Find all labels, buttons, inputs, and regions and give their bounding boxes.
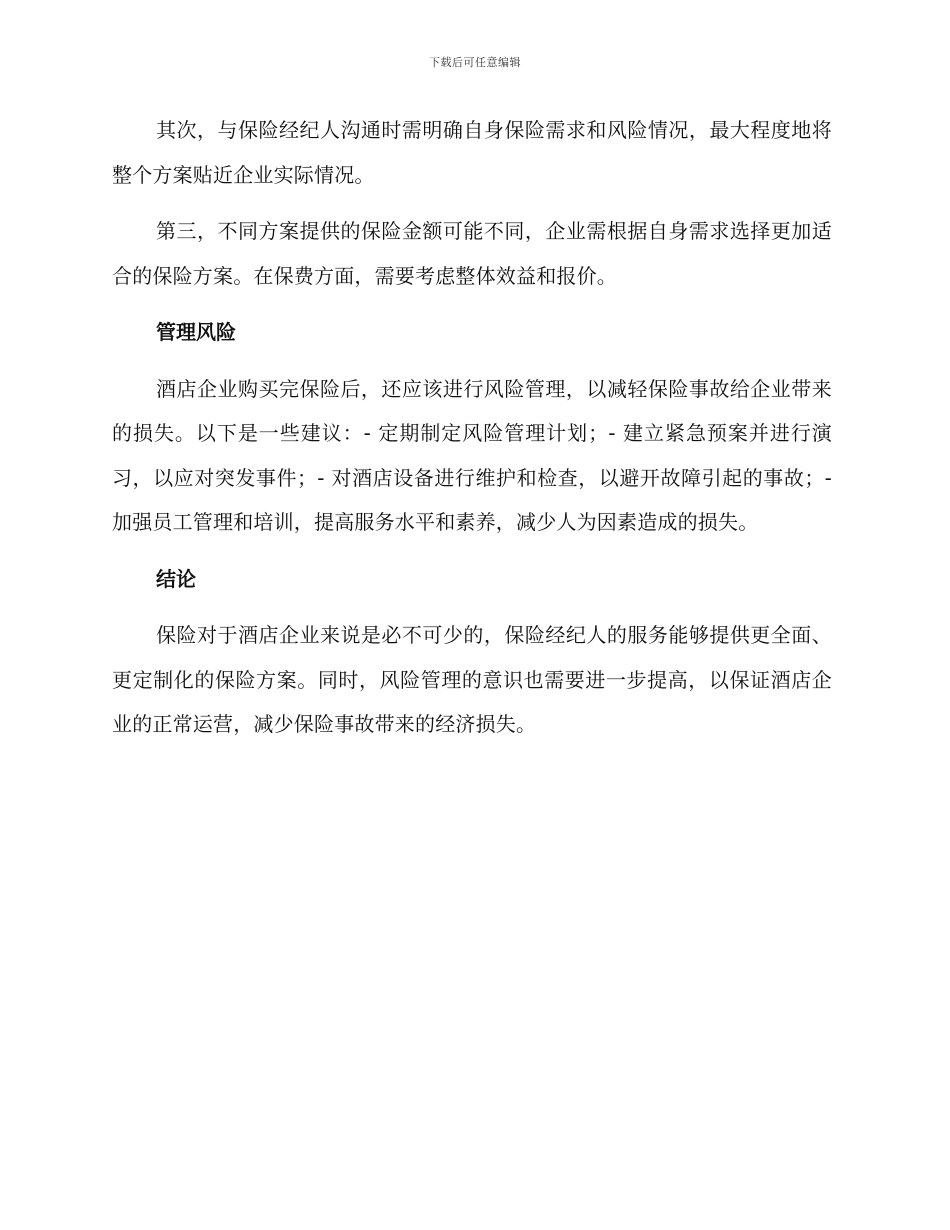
header-note: 下载后可任意编辑 — [429, 56, 521, 69]
paragraph-risk-management: 酒店企业购买完保险后，还应该进行风险管理，以减轻保险事故给企业带来的损失。以下是一些建议：- 定期制定风险管理计划；- 建立紧急预案并进行演习，以应对突发事件；- 对酒店设备进行维护和检查，以避开故障引起的事故；- 加强员工管理和培训，提高服务水平和素养，减少人为因素造成的损失。 — [112, 376, 832, 534]
section-heading-risk-management: 管理风险 — [156, 320, 236, 344]
document-body — [112, 108, 832, 759]
paragraph-conclusion: 保险对于酒店企业来说是必不可少的，保险经纪人的服务能够提供更全面、更定制化的保险方案。同时，风险管理的意识也需要进一步提高，以保证酒店企业的正常运营，减少保险事故带来的经济损失。 — [112, 623, 832, 736]
paragraph-communication: 其次，与保险经纪人沟通时需明确自身保险需求和风险情况，最大程度地将整个方案贴近企业实际情况。 — [112, 118, 832, 187]
section-heading-conclusion: 结论 — [156, 566, 196, 591]
paragraph-coverage: 第三，不同方案提供的保险金额可能不同，企业需根据自身需求选择更加适合的保险方案。在保费方面，需要考虑整体效益和报价。 — [112, 219, 832, 288]
